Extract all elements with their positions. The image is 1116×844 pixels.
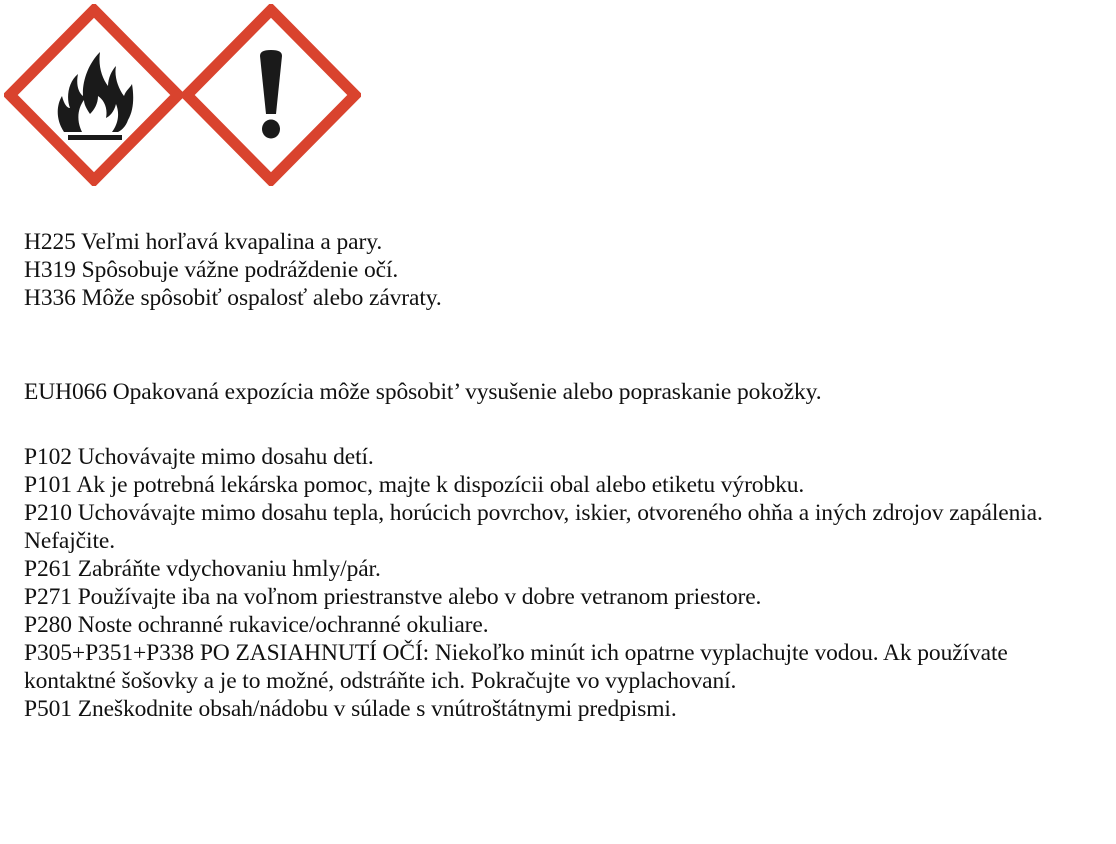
precautionary-statement: P271 Používajte iba na voľnom priestranstve alebo v dobre vetranom priestore.	[24, 584, 762, 610]
precautionary-statement: P305+P351+P338 PO ZASIAHNUTÍ OČÍ: Niekoľko minút ich opatrne vyplachujte vodou. Ak používate kontaktné šošovky a je to možné, odstráňte ich. Pokračujte vo vyplachovaní.	[24, 640, 1008, 694]
precautionary-statement: P210 Uchovávajte mimo dosahu tepla, horúcich povrchov, iskier, otvoreného ohňa a iných zdrojov zapálenia. Nefajčite.	[24, 500, 1043, 554]
precautionary-statement: P101 Ak je potrebná lekárska pomoc, majte k dispozícii obal alebo etiketu výrobku.	[24, 472, 805, 498]
euh-statements	[24, 378, 1096, 406]
precautionary-statements	[24, 443, 1096, 723]
precautionary-statement: P261 Zabráňte vdychovaniu hmly/pár.	[24, 556, 381, 582]
precautionary-statement: P280 Noste ochranné rukavice/ochranné okuliare.	[24, 612, 489, 638]
ghs-pictograms	[0, 0, 370, 195]
hazard-statement: H319 Spôsobuje vážne podráždenie očí.	[24, 257, 399, 283]
precautionary-statement: P501 Zneškodnite obsah/nádobu v súlade s vnútroštátnymi predpismi.	[24, 696, 677, 722]
hazard-statements	[24, 228, 1096, 312]
exclamation-icon	[181, 4, 361, 186]
euh-statement: EUH066 Opakovaná expozícia môže spôsobit’ vysušenie alebo popraskanie pokožky.	[24, 379, 822, 405]
hazard-statement: H225 Veľmi horľavá kvapalina a pary.	[24, 229, 383, 255]
flame-icon	[4, 4, 184, 186]
precautionary-statement: P102 Uchovávajte mimo dosahu detí.	[24, 444, 374, 470]
hazard-statement: H336 Môže spôsobiť ospalosť alebo závraty.	[24, 285, 442, 311]
